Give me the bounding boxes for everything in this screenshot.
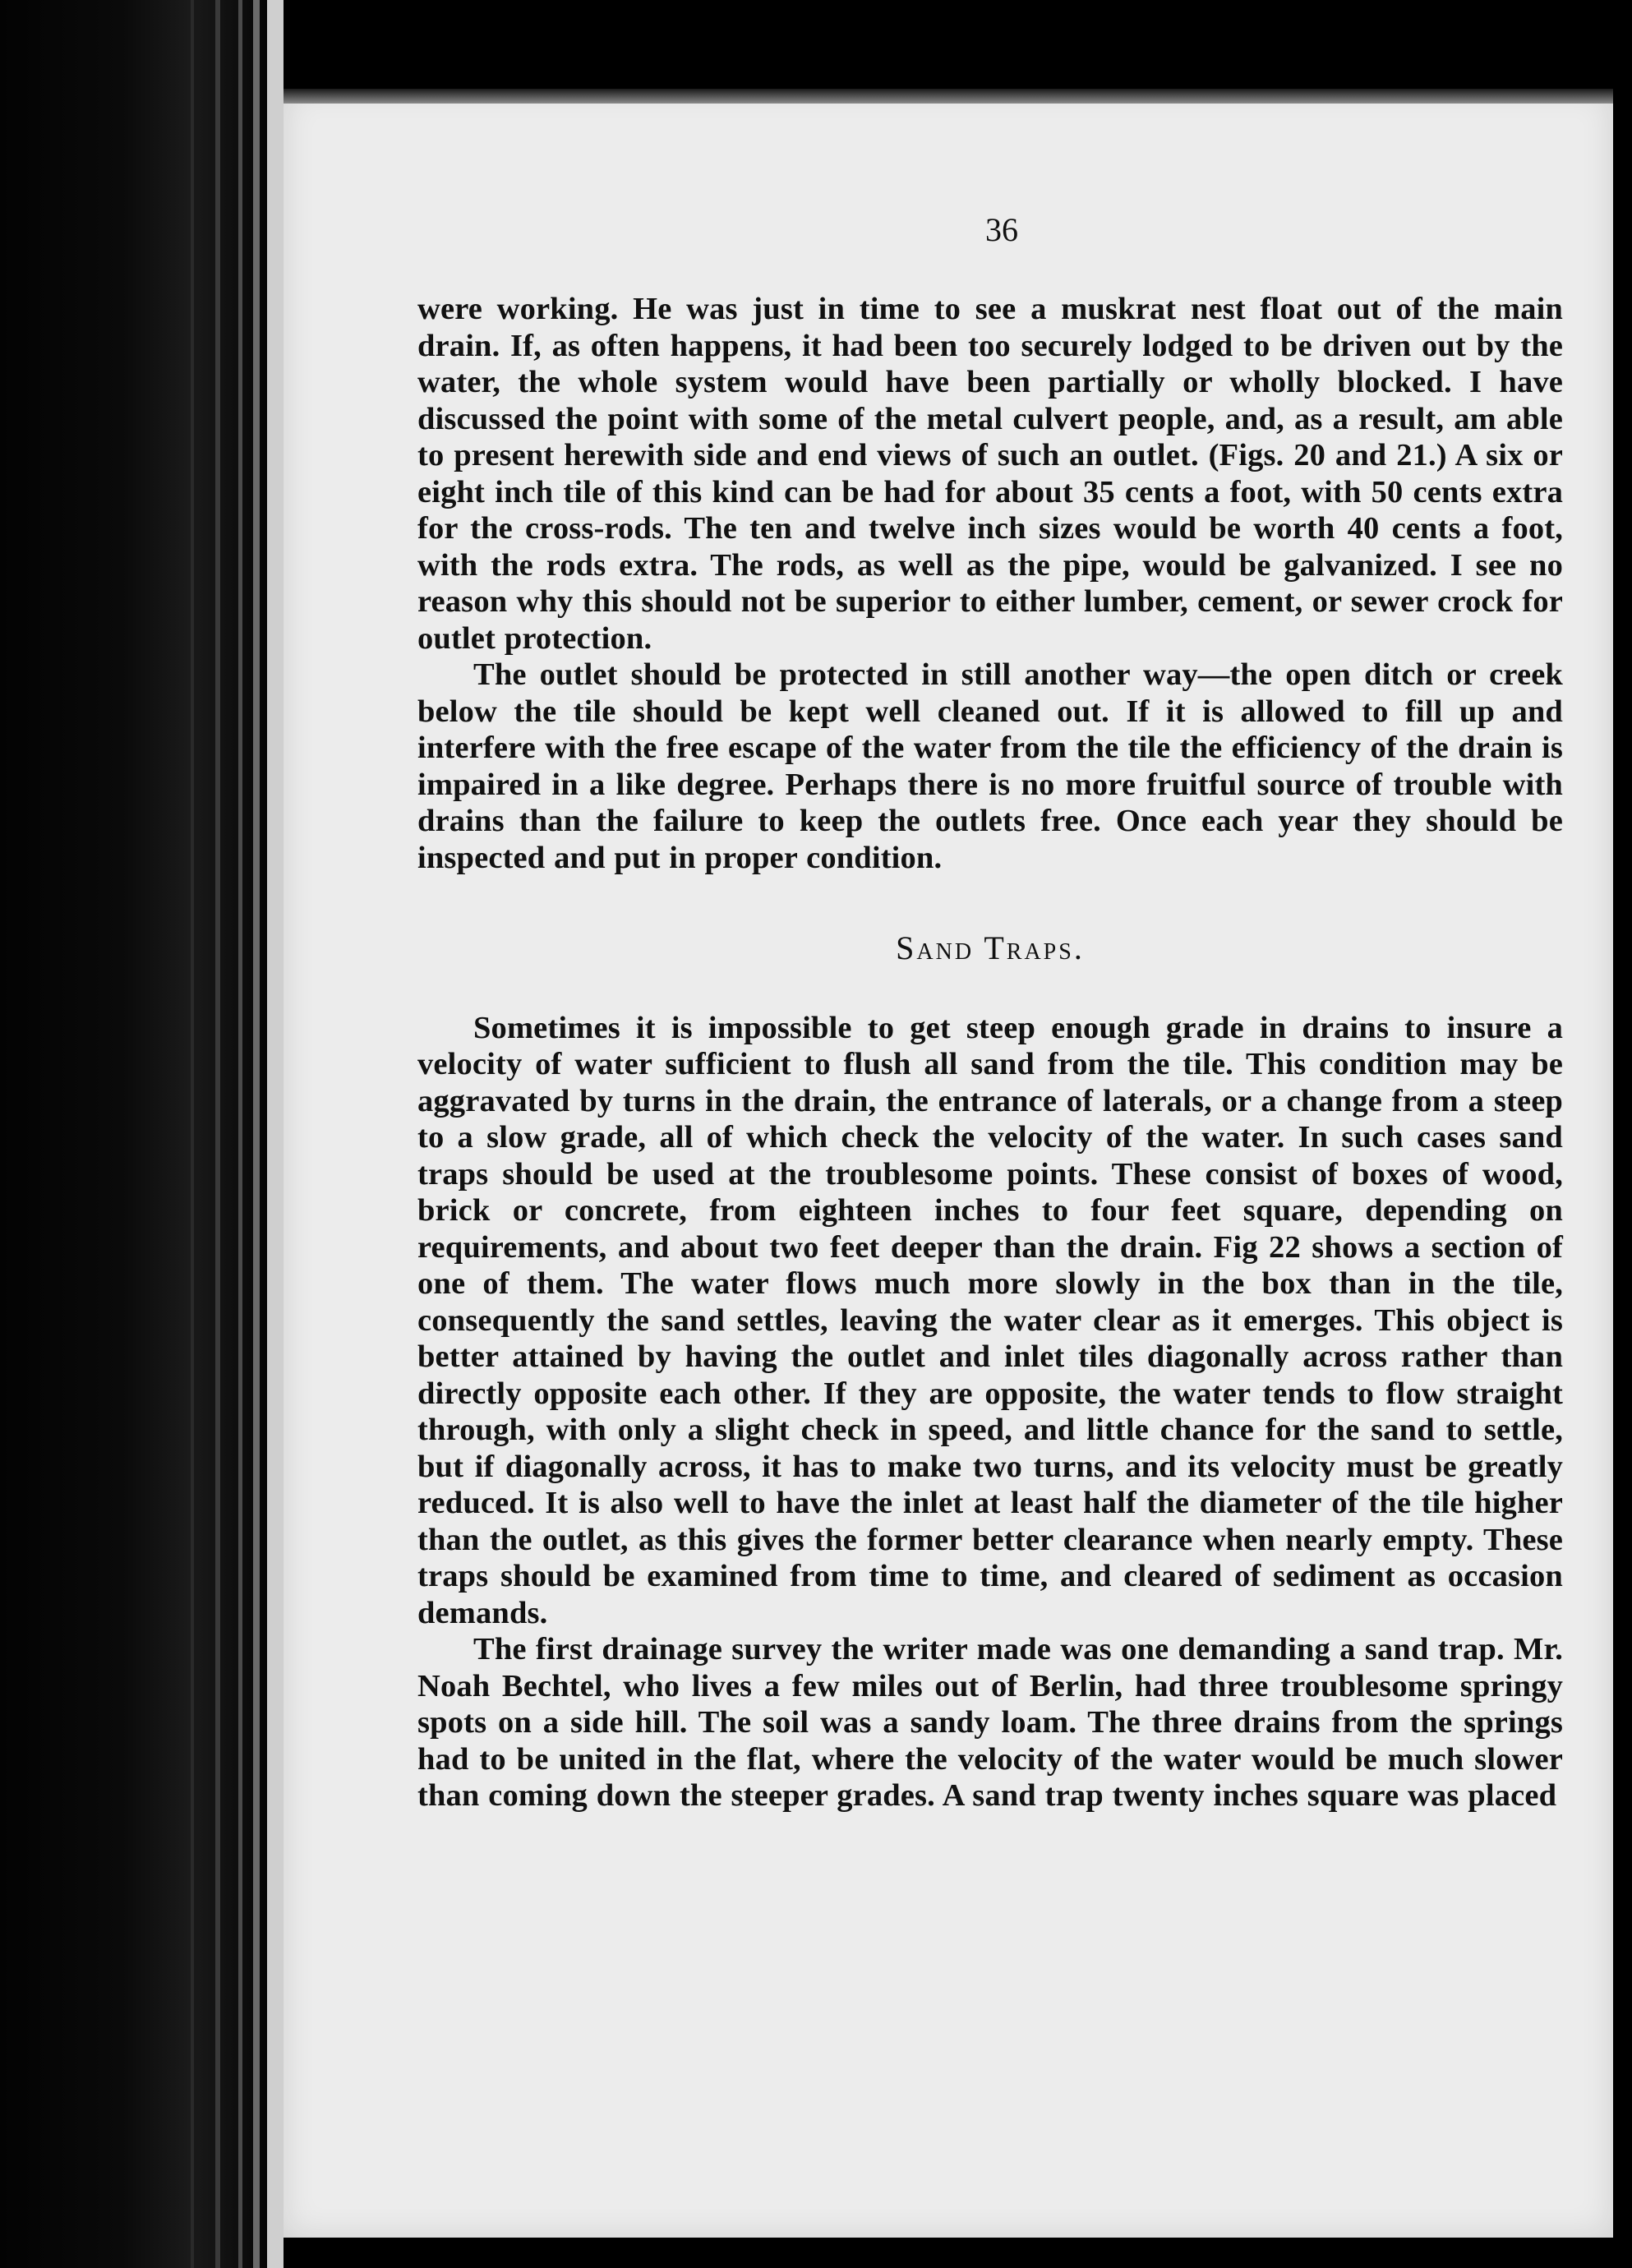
section-heading: Sand Traps. [896,929,1085,966]
book-edge [0,0,271,2268]
body-text [417,291,1563,1814]
paragraph: The outlet should be protected in still another way—the open ditch or creek below the tile should be kept well cleaned out. If it is allowed to fill up and interfere with the free escape of the water from the tile the efficiency of the drain is impaired in a like degree. Perhaps there is no more fruitful source of trouble with drains than the failure to keep the outlets free. Once each year they should be inspected and put in proper condition. [417,657,1563,875]
page-top-border [284,89,1613,104]
page-edge-stripe [238,0,242,2268]
page-edge-stripe [191,0,194,2268]
paragraph: The first drainage survey the writer made was one demanding a sand trap. Mr. Noah Bechtel, who lives a few miles out of Berlin, had three troublesome springy spots on a side hill. The soil was a sandy loam. The three drains from the springs had to be united in the flat, where the velocity of the water would be much slower than coming down the steeper grades. A sand trap twenty inches square was placed [417,1632,1563,1813]
page-edge-stripe [215,0,220,2268]
paragraph: were working. He was just in time to see a muskrat nest float out of the main drain. If, as often happens, it had been too securely lodged to be driven out by the water, the whole system would have been partially or wholly blocked. I have discussed the point with some of the metal culvert people, and, as a result, am able to present herewith side and end views of such an outlet. (Figs. 20 and 21.) A six or eight inch tile of this kind can be had for about 35 cents a foot, with 50 cents extra for the cross-rods. The ten and twelve inch sizes would be worth 40 cents a foot, with the rods extra. The rods, as well as the pipe, would be galvanized. I see no reason why this should not be superior to either lumber, cement, or sewer crock for outlet protection. [417,292,1563,656]
page-edge-stripe [253,0,260,2268]
paragraph: Sometimes it is impossible to get steep enough grade in drains to insure a velocity of water sufficient to flush all sand from the tile. This condition may be aggravated by turns in the drain, the entrance of laterals, or a change from a steep to a slow grade, all of which check the velocity of the water. In such cases sand traps should be used at the troublesome points. These consist of boxes of wood, brick or concrete, from eighteen inches to four feet square, depending on requirements, and about two feet deeper than the drain. Fig 22 shows a section of one of them. The water flows much more slowly in the box than in the tile, consequently the sand settles, leaving the water clear as it emerges. This object is better attained by having the outlet and inlet tiles diagonally across rather than directly opposite each other. If they are opposite, the water tends to flow straight through, with only a slight check in speed, and little chance for the sand to settle, but if diagonally across, it has to make two turns, and its velocity must be greatly reduced. It is also well to have the inlet at least half the diameter of the tile higher than the outlet, as this gives the former better clearance when nearly empty. These traps should be examined from time to time, and cleared of sediment as occasion demands. [417,1010,1563,1630]
page-number: 36 [985,211,1018,248]
page-edge-stripe [267,0,284,2268]
